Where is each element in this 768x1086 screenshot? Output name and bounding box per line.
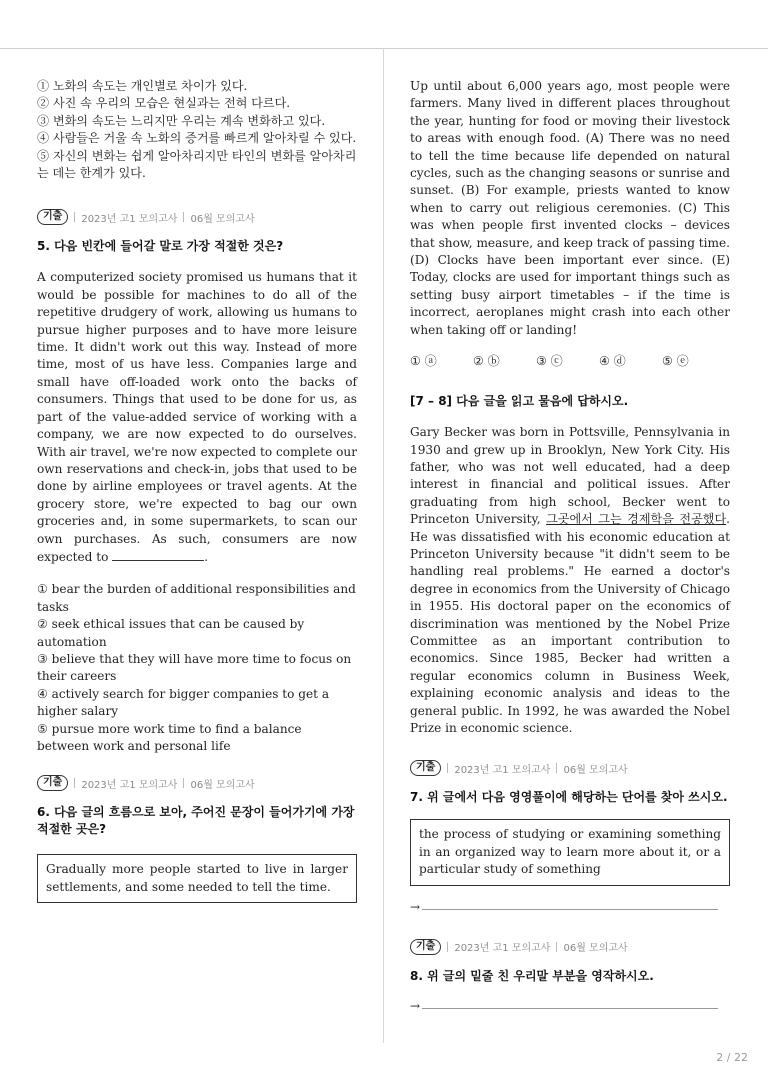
column-divider [383,48,384,1043]
q5-option-5[interactable]: ⑤ pursue more work time to find a balance between work and personal life [37,721,302,753]
q5-source-year: 2023년 고1 모의고사 [81,213,178,225]
q5-option-4[interactable]: ④ actively search for bigger companies to get a higher salary [37,686,330,719]
q8-tag: 기출 [410,939,441,955]
passage-part1: Gary Becker was born in Pottsville, Pennsylvania in 1930 and grew up in Brooklyn, New York City. His father, who was not well educated, had a deep interest in financial and political issues. After graduating from high school, Becker went to Princeton University, [410,425,730,527]
prev-option-1[interactable]: ① 노화의 속도는 개인별로 차이가 있다. [37,79,248,93]
q7-title: 7. 위 글에서 다음 영영풀이에 해당하는 단어를 찾아 쓰시오. [410,790,728,805]
underlined-phrase: 그곳에서 그는 경제학을 전공했다 [546,512,727,527]
q6-choices [410,352,730,369]
divider [183,778,184,788]
q5-tag: 기출 [37,209,68,225]
q6-given-sentence-box [37,854,357,903]
page-number: 2 / 22 [716,1051,748,1064]
header-rule [0,48,768,49]
q6-source [37,775,357,791]
q5-source-month: 06월 모의고사 [190,213,255,225]
q6-choice-1[interactable]: ① ⓐ [410,354,437,369]
q5-option-2[interactable]: ② seek ethical issues that can be caused by automation [37,617,305,649]
q6-tag: 기출 [37,775,68,791]
q5-title: 5. 다음 빈칸에 들어갈 말로 가장 적절한 것은? [37,239,284,254]
prev-option-4[interactable]: ④ 사람들은 거울 속 노화의 증거를 빠르게 알아차릴 수 있다. [37,131,357,146]
arrow-icon: → [410,899,421,914]
divider [556,763,557,773]
q8-source-year: 2023년 고1 모의고사 [454,943,551,955]
q5-passage [37,269,357,566]
q6-choice-2[interactable]: ② ⓑ [473,354,500,369]
q5-passage-end: . [204,549,209,564]
q6-passage: Up until about 6,000 years ago, most people were farmers. Many lived in different places throughout the year, hunting for food or moving their livestock to areas with enough food. (A) There was no need to tell the time because life depended on natural cycles, such as the changing seasons or sunrise and sunset. (B) For example, priests wanted to know when to carry out religious ceremonies. (C) This was when people first invented clocks – devices that show, measure, and keep track of passing time. (D) Clocks have been important ever since. (E) Today, clocks are used for important things such as setting busy airport timetables – if the time is incorrect, aeroplanes might crash into each other when taking off or landing! [410,79,730,337]
left-column [37,78,357,903]
prev-question-options [37,78,357,182]
passage-part2: . He was dissatisfied with his economic education at Princeton University because "it didn't seem to be handling real problems." He earned a doctor's degree in economics from the University of Chicago in 1955. His doctoral paper on the economics of discrimination was mentioned by the Nobel Prize Committee as an important contribution to economics. Since 1985, Becker had written a regular economics column in Business Week, explaining economic analysis and ideas to the general public. In 1992, he was awarded the Nobel Prize in economic science. [410,512,731,735]
arrow-icon: → [410,998,421,1013]
q5-option-1[interactable]: ① bear the burden of additional responsibilities and tasks [37,582,356,614]
q5-source [37,209,357,225]
divider [183,212,184,222]
q6-source-year: 2023년 고1 모의고사 [81,779,178,791]
prev-option-5[interactable]: ⑤ 자신의 변화는 쉽게 알아차리지만 타인의 변화를 알아차리는 데는 한계가 있다. [37,148,357,181]
q7-source-year: 2023년 고1 모의고사 [454,764,551,776]
q7-definition: the process of studying or examining something in an organized way to learn more about it, or a particular study of something [419,827,721,877]
q7-source-month: 06월 모의고사 [563,764,628,776]
q7-answer-underline [422,909,718,910]
q6-choice-3[interactable]: ③ ⓒ [536,354,563,369]
q7-8-passage [410,424,730,737]
divider [447,942,448,952]
divider [556,942,557,952]
q6-given-sentence: Gradually more people started to live in larger settlements, and some needed to tell the time. [46,862,348,894]
q5-options [37,581,357,755]
set-title: [7 – 8] 다음 글을 읽고 물음에 답하시오. [410,394,629,409]
q7-definition-box [410,819,730,885]
prev-option-2[interactable]: ② 사진 속 우리의 모습은 현실과는 전혀 다르다. [37,96,291,111]
q8-source-month: 06월 모의고사 [563,943,628,955]
q6-title: 6. 다음 글의 흐름으로 보아, 주어진 문장이 들어가기에 가장 적절한 곳은? [37,805,355,837]
q5-option-3[interactable]: ③ believe that they will have more time to focus on their careers [37,651,352,684]
q6-choice-5[interactable]: ⑤ ⓔ [662,354,689,369]
q8-title: 8. 위 글의 밑줄 친 우리말 부분을 영작하시오. [410,968,654,983]
prev-option-3[interactable]: ③ 변화의 속도는 느리지만 우리는 계속 변화하고 있다. [37,113,326,128]
q5-passage-text: A computerized society promised us humans that it would be possible for machines to do all of the repetitive drudgery of work, allowing us humans to pursue higher purposes and to have more leisure time. It didn't work out this way. Instead of more time, most of us have less. Companies large and small have off-loaded work onto the backs of consumers. Things that used to be done for us, as part of the value-added service of working with a company, we are now expected to do ourselves. With air travel, we're now expected to complete our own reservations and check-in, jobs that used to be done by airline employees or travel agents. At the grocery store, we're expected to bag our own groceries and, in some supermarkets, to scan our own purchases. As such, consumers are now expected to [37,270,357,564]
divider [447,763,448,773]
q7-answer-line[interactable] [410,900,730,914]
q8-source [410,939,730,955]
divider [74,212,75,222]
q6-choice-4[interactable]: ④ ⓓ [599,354,626,369]
q7-tag: 기출 [410,760,441,776]
q7-source [410,760,730,776]
q6-source-month: 06월 모의고사 [190,779,255,791]
right-column [410,78,730,1013]
q8-answer-line[interactable] [410,999,730,1013]
divider [74,778,75,788]
q8-answer-underline [422,1008,718,1009]
q5-blank [112,548,204,561]
